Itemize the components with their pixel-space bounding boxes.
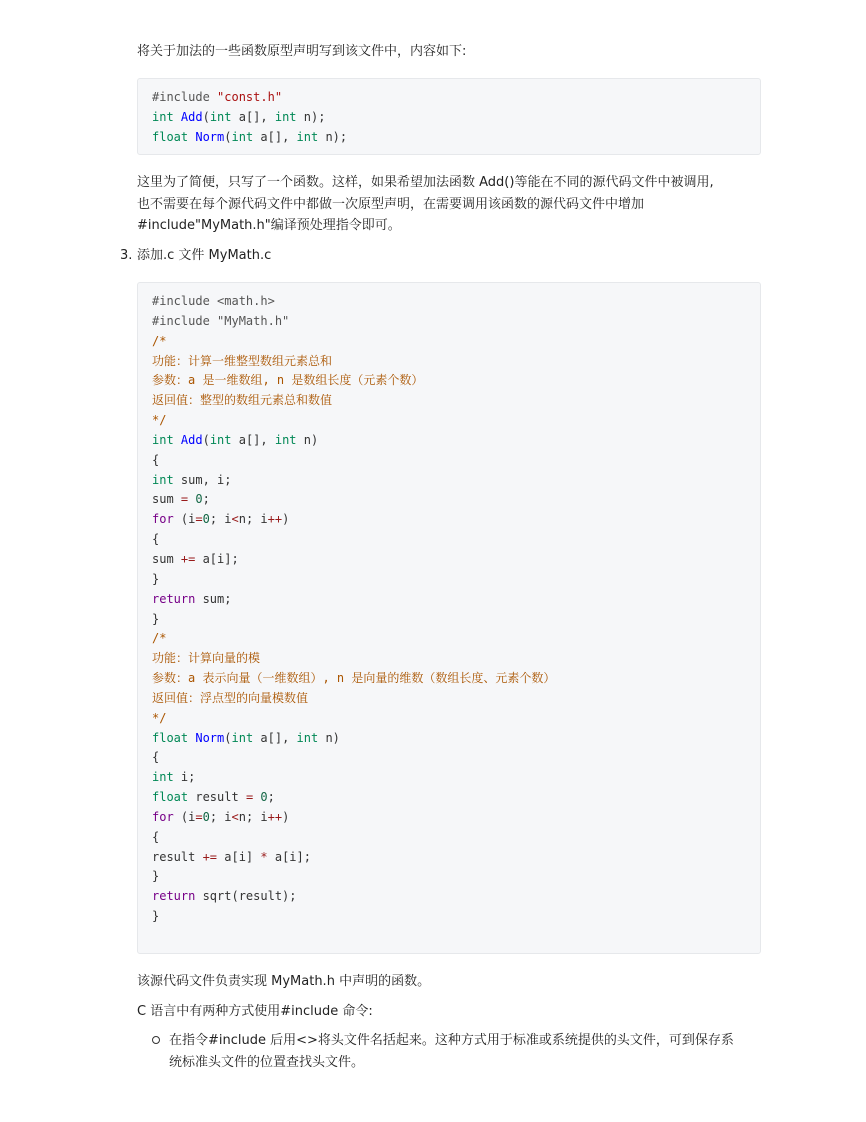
source-code-line (152, 471, 746, 491)
bullet-line-2: 统标准头文件的位置查找头文件。 (169, 1055, 365, 1070)
source-code-line (152, 332, 746, 352)
code-token: ++ (267, 809, 283, 824)
source-code-line (152, 629, 746, 649)
code-token: #include <math.h> (152, 294, 275, 308)
code-token: int (152, 770, 181, 785)
code-token: int (152, 432, 181, 447)
code-token: int (296, 730, 326, 745)
code-token: ) (282, 809, 290, 824)
code-token: "MyMath.h" (217, 313, 290, 328)
code-token: = (245, 790, 254, 805)
source-code-line (152, 411, 746, 431)
source-code-line (152, 848, 746, 868)
code-token: #include (152, 90, 218, 104)
code-token: for (152, 512, 181, 527)
source-code-line (152, 550, 746, 570)
code-token: #include (152, 313, 218, 328)
source-code-line (152, 669, 746, 689)
source-code-lines (152, 292, 746, 927)
code-token: */ (152, 710, 167, 725)
source-code-line (152, 689, 746, 709)
code-token: = (195, 512, 203, 527)
source-code-line (152, 768, 746, 788)
source-code-line (152, 530, 746, 550)
code-token: ; (267, 790, 275, 805)
code-token: 返回值：浮点型的向量模数值 (152, 690, 309, 705)
header-code-line (152, 108, 746, 128)
code-token: sqrt(result); (202, 889, 297, 904)
code-token: a[], (238, 109, 275, 124)
code-token: n); (325, 129, 348, 144)
explain-line-2: 也不需要在每个源代码文件中都做一次原型声明，在需要调用该函数的源代码文件中增加 (137, 197, 645, 212)
code-token: i; (180, 770, 196, 785)
code-token: } (152, 571, 160, 586)
code-token: { (152, 452, 160, 467)
code-token: ) (282, 512, 290, 527)
header-code-line (152, 88, 746, 108)
code-token: 0 (202, 512, 210, 527)
code-token: int (209, 432, 239, 447)
code-token: n) (325, 730, 340, 745)
code-token: } (152, 869, 160, 884)
code-token: float (152, 730, 196, 745)
code-token: a[i]; (267, 849, 311, 864)
code-token: return (152, 889, 203, 904)
explain-line-1: 这里为了简便，只写了一个函数。这样，如果希望加法函数 Add()等能在不同的源代码文件中被调用, (137, 175, 714, 190)
source-code-line (152, 867, 746, 887)
code-token: 功能：计算向量的模 (152, 651, 261, 666)
code-token: * (260, 849, 268, 864)
code-token: n); (303, 109, 326, 124)
source-code-block (137, 282, 761, 954)
code-token: ++ (267, 512, 283, 527)
include-ways: C 语言中有两种方式使用#include 命令: (137, 1004, 373, 1019)
code-token: Add (180, 109, 203, 124)
source-code-line (152, 490, 746, 510)
code-token: result (195, 790, 246, 805)
source-code-line (152, 570, 746, 590)
code-token: sum; (202, 591, 232, 606)
source-code-line (152, 887, 746, 907)
code-token: ( (224, 129, 232, 144)
code-token: { (152, 750, 160, 765)
code-token: return (152, 591, 203, 606)
code-token: 0 (195, 492, 203, 507)
code-token: ( (202, 109, 210, 124)
code-token: float (152, 129, 196, 144)
code-token: < (231, 809, 239, 824)
code-token: Norm (195, 730, 225, 745)
code-token: int (152, 109, 181, 124)
code-token: 参数：a 是一维数组, n 是数组长度（元素个数） (152, 373, 424, 388)
code-token: = (180, 492, 189, 507)
code-token: */ (152, 413, 167, 428)
code-token: a[], (260, 730, 297, 745)
code-token: ; i (209, 809, 232, 824)
source-code-line (152, 352, 746, 372)
code-token: n; i (238, 809, 268, 824)
explain-line-3: #include"MyMath.h"编译预处理指令即可。 (137, 218, 401, 233)
code-token: 0 (260, 790, 268, 805)
code-token: /* (152, 333, 167, 348)
code-token: a[i] (217, 849, 261, 864)
code-token: int (152, 472, 181, 487)
code-token: result (152, 849, 203, 864)
source-code-line (152, 292, 746, 312)
source-code-line (152, 391, 746, 411)
code-token: sum (152, 551, 181, 566)
code-token: int (231, 730, 261, 745)
code-token: "const.h" (217, 90, 283, 104)
source-code-line (152, 610, 746, 630)
code-token: { (152, 532, 160, 547)
source-code-line (152, 709, 746, 729)
source-code-line (152, 510, 746, 530)
source-code-line (152, 649, 746, 669)
header-code-block (137, 78, 761, 155)
code-token: a[], (260, 129, 297, 144)
source-code-line (152, 451, 746, 471)
header-code-lines (152, 88, 746, 148)
header-code-line (152, 128, 746, 148)
code-token: ; i (209, 512, 232, 527)
code-token: sum, i; (180, 472, 232, 487)
code-token: 0 (202, 809, 210, 824)
code-token: { (152, 829, 160, 844)
code-token: ( (224, 730, 232, 745)
code-token: (i (180, 809, 196, 824)
code-token: for (152, 809, 181, 824)
bullet-circle-icon (152, 1036, 160, 1044)
code-token: 功能：计算一维整型数组元素总和 (152, 353, 333, 368)
code-token: int (209, 109, 239, 124)
code-token: a[i]; (195, 551, 239, 566)
code-token: Norm (195, 129, 225, 144)
impl-note: 该源代码文件负责实现 MyMath.h 中声明的函数。 (137, 974, 431, 989)
code-token: 返回值：整型的数组元素总和数值 (152, 393, 333, 408)
code-token: int (274, 109, 304, 124)
code-token: int (231, 129, 261, 144)
code-token: a[], (238, 432, 275, 447)
code-token: (i (180, 512, 196, 527)
step-number: 3. (120, 248, 133, 263)
source-code-line (152, 312, 746, 332)
code-token: < (231, 512, 239, 527)
code-token: int (296, 129, 326, 144)
code-token: ( (202, 432, 210, 447)
code-token: } (152, 909, 160, 924)
code-token: = (195, 809, 203, 824)
source-code-line (152, 828, 746, 848)
code-token: ; (202, 492, 210, 507)
source-code-line (152, 788, 746, 808)
source-code-line (152, 748, 746, 768)
code-token: /* (152, 631, 167, 646)
bullet-line-1: 在指令#include 后用<>将头文件名括起来。这种方式用于标准或系统提供的头文件，可到保存系 (169, 1033, 734, 1048)
code-token: } (152, 611, 160, 626)
code-token: 参数：a 表示向量（一维数组）, n 是向量的维数（数组长度、元素个数） (152, 671, 556, 686)
code-token: n; i (238, 512, 268, 527)
source-code-line (152, 371, 746, 391)
code-token: int (274, 432, 304, 447)
code-token: float (152, 790, 196, 805)
code-token: sum (152, 492, 181, 507)
code-token: Add (180, 432, 203, 447)
code-token: += (202, 849, 218, 864)
step-text: 添加.c 文件 MyMath.c (137, 248, 272, 263)
intro-paragraph: 将关于加法的一些函数原型声明写到该文件中，内容如下: (137, 44, 467, 59)
source-code-line (152, 431, 746, 451)
source-code-line (152, 590, 746, 610)
code-token: n) (303, 432, 319, 447)
source-code-line (152, 907, 746, 927)
source-code-line (152, 729, 746, 749)
source-code-line (152, 808, 746, 828)
code-token: += (180, 551, 196, 566)
